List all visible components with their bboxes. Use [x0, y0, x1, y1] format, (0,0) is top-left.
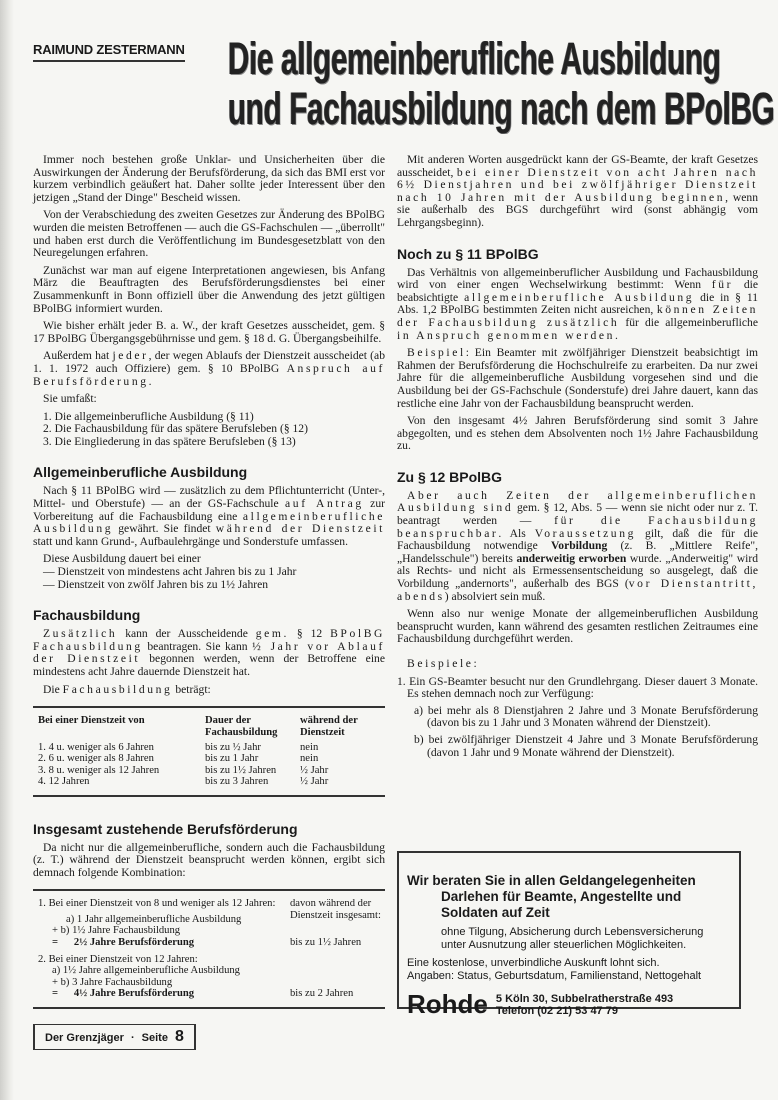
- spaced-emphasis: Aber auch Zeiten der allgemeinberuflichen Ausbildung sind: [397, 488, 758, 515]
- list-item: — Dienstzeit von mindestens acht Jahren bis zu 1 Jahr: [43, 565, 297, 579]
- ad-headline: Wir beraten Sie in allen Geldangelegenheiten: [407, 873, 696, 888]
- text-run: gewährt. Sie findet: [113, 522, 216, 536]
- text-run: Mit anderen Worten ausgedrückt kann der GS-Beamte, der kraft Gesetzes ausscheidet,: [397, 153, 758, 179]
- text-run: gilt, daß die für die Fachausbildung notwendige: [397, 526, 758, 553]
- column-header: Dauer der Fachausbildung: [205, 715, 278, 738]
- table-group: [33, 954, 385, 1000]
- spaced-emphasis: für: [711, 278, 734, 292]
- table-cell: bis zu ½ Jahr: [205, 742, 261, 753]
- list-item: 2. Die Fachausbildung für das spätere Berufsleben (§ 12): [43, 422, 308, 436]
- spaced-emphasis: können Zeiten der Fachausbildung zusätzlich: [397, 303, 758, 329]
- side-value: bis zu 2 Jahren: [290, 988, 354, 1000]
- paragraph: [397, 347, 758, 410]
- table-row: [33, 753, 385, 764]
- fachausbildung-table: [33, 706, 385, 796]
- ad-subheadline: Darlehen für Beamte, Angestellte und: [441, 889, 682, 904]
- paragraph: [397, 267, 758, 343]
- paragraph: [397, 490, 758, 603]
- examples-label: Beispiele:: [407, 657, 480, 670]
- text-run: § 12: [289, 627, 331, 641]
- spaced-emphasis: bei einer Dienstzeit von acht Jahren nach 6½ Dienstjahren und bei zwölfjähriger Dienstzeit nach 10 Jahren mit der Ausbildung beginnen: [397, 165, 759, 204]
- ad-brand: [407, 989, 731, 1020]
- title-line-2: und Fachausbildung nach dem BPolBG: [228, 83, 775, 134]
- text-run: Immer noch bestehen große Unklar- und Unsicherheiten über die Auswirkungen der Änderung der Berufsförderung, da sich das BMI erst vor kurzem verbindlich geäußert hat. Daher sollte jeder Interessent über den jetzigen „Stand der Dinge" Bescheid wissen.: [33, 153, 385, 204]
- group-title: 2. Bei einer Dienstzeit von 12 Jahren:: [38, 954, 198, 966]
- paragraph: [397, 154, 758, 230]
- text-run: statt und kann Grund-, Aufbaulehrgänge und Sonderstufe umfassen.: [33, 534, 349, 548]
- table-cell: ½ Jahr: [300, 764, 329, 776]
- page-label: Seite: [141, 1032, 168, 1044]
- spaced-emphasis: Zusätzlich: [43, 627, 118, 641]
- spaced-emphasis: jeder: [112, 349, 149, 363]
- table-row: [33, 776, 385, 787]
- spaced-emphasis: Anspruch auf Berufsförderung: [33, 361, 386, 388]
- ad-phone: Telefon (02 21) 53 47 79: [495, 1004, 618, 1017]
- table-cell: nein: [300, 753, 319, 765]
- paragraph: [33, 350, 385, 388]
- paragraph: Diese Ausbildung dauert bei einer: [43, 552, 201, 566]
- text-run: Die: [43, 682, 63, 696]
- list-item: — Dienstzeit von zwölf Jahren bis zu 1½ Jahren: [43, 577, 269, 591]
- side-header: davon während der Dienstzeit insgesamt:: [290, 898, 381, 921]
- text-run: .: [615, 328, 618, 342]
- author-name: RAIMUND ZESTERMANN: [33, 42, 185, 62]
- group-title: 1. Bei einer Dienstzeit von 8 und weniger als 12 Jahren:: [38, 898, 276, 910]
- paragraph: [33, 842, 385, 880]
- paragraph: [33, 628, 385, 678]
- bold-emphasis: Vorbildung: [550, 539, 608, 553]
- text-run: (z. B. „Mittlere Reife", „Handelsschule") bereits: [397, 539, 758, 565]
- title-line-1: Die allgemeinberufliche Ausbildung: [228, 33, 721, 84]
- text-run: beantragen. Sie kann: [142, 639, 253, 653]
- text-run: beträgt:: [172, 682, 211, 696]
- table-cell: ½ Jahr: [300, 776, 329, 788]
- table-cell: bis zu 3 Jahren: [205, 776, 269, 788]
- paragraph: [33, 485, 385, 548]
- ad-text: ohne Tilgung, Absicherung durch Lebensversicherung: [441, 926, 704, 938]
- item-a: a) 1½ Jahre allgemeinberufliche Ausbildung: [52, 965, 240, 977]
- text-run: Von der Verabschiedung des zweiten Gesetzes zur Änderung des BPolBG wurden die meisten Betroffenen — auch die GS-Fachschulen — „überrollt" und haben erst durch die Veröffentlichung im Bundesgesetzblatt von den Neuregelungen erfahren.: [33, 208, 385, 260]
- spaced-emphasis: BPolBG Fachausbildung: [33, 627, 385, 653]
- table-cell: 1. 4 u. weniger als 6 Jahren: [38, 742, 154, 753]
- ad-text: Angaben: Status, Geburtsdatum, Familienstand, Nettogehalt: [407, 970, 702, 982]
- bold-emphasis: anderweitig erworben: [516, 551, 627, 565]
- spaced-emphasis: in Anspruch genommen werden: [397, 328, 615, 342]
- example-1a: a) bei mehr als 8 Dienstjahren 2 Jahre und 3 Monate Berufsförderung (davon bis zu 1 Jahr und 3 Monaten während der Dienstzeit).: [414, 703, 758, 730]
- paragraph: [397, 608, 758, 646]
- ad-address: 5 Köln 30, Subbelratherstraße 493: [495, 992, 674, 1005]
- spaced-emphasis: auf Antrag: [285, 497, 364, 511]
- text-run: ) absolviert sein muß.: [444, 589, 546, 603]
- text-run: , der wegen Ablaufs der Dienstzeit ausscheidet (ab 1. 1. 1972 auch Offiziere) gem. § 10 BPolBG: [33, 349, 385, 375]
- table-row: [33, 742, 385, 753]
- section-heading: Insgesamt zustehende Berufsförderung: [33, 820, 298, 837]
- page-number: 8: [175, 1028, 184, 1045]
- ad-text: unter Ausnutzung aller steuerlichen Möglichkeiten.: [441, 939, 687, 951]
- text-run: begonnen werden, wenn der Betroffene eine mindestens acht Jahre dauernde Dienstzeit hat.: [33, 652, 385, 678]
- example-1: 1. Ein GS-Beamter besucht nur den Grundlehrgang. Dieser dauert 3 Monate. Es stehen demnach noch zur Verfügung:: [397, 674, 758, 701]
- magazine-name: Der Grenzjäger: [45, 1032, 124, 1044]
- section-heading: Zu § 12 BPolBG: [397, 468, 503, 485]
- text-run: Zunächst war man auf eigene Interpretationen angewiesen, bis Anfang März die Beauftragten des Berufsförderungsdienstes bei einer Zusammenkunft in Bonn offiziell über die Anwendung des jetzt gültigen BPolBG informiert wurden.: [33, 263, 385, 315]
- table-cell: bis zu 1½ Jahren: [205, 764, 277, 776]
- text-run: gem. § 12, Abs. 5 — wenn sie nicht oder nur z. T. beantragt werden —: [397, 501, 758, 528]
- spaced-emphasis: gem.: [255, 627, 290, 641]
- section-heading: Noch zu § 11 BPolBG: [397, 245, 539, 262]
- spaced-emphasis: Beispiel: [407, 346, 466, 360]
- side-value: bis zu 1½ Jahren: [290, 936, 362, 948]
- paragraph: [33, 320, 385, 345]
- item-b: + b) 3 Jahre Fachausbildung: [52, 976, 173, 988]
- table-cell: nein: [300, 742, 319, 753]
- text-run: kann der Ausscheidende: [117, 627, 256, 641]
- text-run: : Ein Beamter mit zwölfjähriger Dienstzeit beabsichtigt im Rahmen der Berufsförderung die Hochschulreife zu erarbeiten. Da nur zwei Jahre für die allgemeinberufliche Ausbildung vorgesehen sind und die Ausbildung bei der GS-Fachschule (Sonderstufe) drei Jahre dauert, kann das restliche eine Jahr von der Fachausbildung beansprucht werden.: [397, 346, 758, 410]
- kombination-table: [33, 889, 385, 1008]
- spaced-emphasis: vor Dienstantritt, abends: [397, 577, 758, 603]
- text-run: für die allgemeinberufliche: [619, 315, 758, 329]
- numbered-list: [33, 411, 385, 449]
- table-cell: 2. 6 u. weniger als 8 Jahren: [38, 753, 154, 765]
- spaced-emphasis: allgemeinberufliche Ausbildung: [33, 509, 385, 536]
- spaced-emphasis: für die Fachausbildung beanspruchbar: [397, 514, 758, 540]
- text-run: Nach § 11 BPolBG wird — zusätzlich zu dem Pflichtunterricht (Unter-, Mittel- und Oberstufe) — an der GS-Fachschule: [33, 484, 385, 511]
- text-run: die beabsichtigte: [397, 278, 758, 304]
- right-column: [397, 154, 758, 759]
- text-run: Außerdem hat: [43, 349, 113, 363]
- paragraph: [33, 684, 385, 697]
- spaced-emphasis: Voraussetzung: [534, 526, 637, 540]
- paragraph: Sie umfaßt:: [43, 392, 97, 406]
- ad-subheadline: Soldaten auf Zeit: [441, 905, 550, 920]
- left-column: [33, 154, 385, 1023]
- column-header: Bei einer Dienstzeit von: [38, 715, 145, 727]
- list-item: 1. Die allgemeinberufliche Ausbildung (§ 11): [43, 409, 254, 423]
- table-cell: bis zu 1 Jahr: [205, 753, 259, 765]
- text-run: zur Vorbereitung auf die Fachausbildung eine: [33, 497, 385, 523]
- text-run: Wie bisher erhält jeder B. a. W., der kraft Gesetzes ausscheidet, gem. § 17 BPolBG Übergangsgebührnisse und gem. § 18 d. G. Übergangsbeihilfe.: [33, 319, 385, 345]
- page-footer: [33, 1024, 196, 1050]
- dash-list: [33, 566, 385, 591]
- table-cell: 4. 12 Jahren: [38, 776, 90, 788]
- text-run: , wenn sie außerhalb des BGS durchgeführt wird (sonst abhängig vom Lehrgangsbeginn).: [397, 190, 758, 229]
- separator: ·: [130, 1032, 135, 1044]
- section-heading: Allgemeinberufliche Ausbildung: [33, 464, 248, 481]
- text-run: wurde. „Anderweitig" wird als Rechts- und nicht als Ermessensentscheidung so ausgelegt, daß die Vorbildung „andernorts", außerhalb des BGS (: [397, 551, 758, 591]
- text-run: Wenn also nur wenige Monate der allgemeinberuflichen Ausbildung beansprucht wurden, kann während des gesamten restlichen Zeitraumes eine Fachausbildung durchgeführt werden.: [397, 607, 758, 646]
- section-heading: Fachausbildung: [33, 607, 141, 624]
- text-run: .: [148, 374, 152, 388]
- text-run: Das Verhältnis von allgemeinberuflicher Ausbildung und Fachausbildung wird von einer engen Wechselwirkung bestimmt: Wenn: [397, 265, 758, 292]
- text-run: die in § 11 Abs. 1,2 BPolBG bestimmten Zeiten nicht ausreichen,: [397, 290, 758, 317]
- brand-logo: Rohde: [407, 989, 488, 1019]
- scan-edge-shadow: [0, 0, 14, 1100]
- paragraph: [33, 209, 385, 259]
- article-title: [228, 34, 775, 134]
- column-header: während der Dienstzeit: [300, 715, 358, 738]
- item-b: + b) 1½ Jahre Fachausbildung: [52, 925, 181, 937]
- table-cell: 3. 8 u. weniger als 12 Jahren: [38, 764, 160, 776]
- example-1b: b) bei zwölfjähriger Dienstzeit 4 Jahre und 3 Monate Berufsförderung (davon 1 Jahr und 9 Monate während der Dienstzeit).: [414, 732, 758, 759]
- text-run: . Als: [498, 526, 535, 540]
- paragraph: [33, 265, 385, 315]
- paragraph: [397, 415, 758, 453]
- list-item: 3. Die Eingliederung in das spätere Berufsleben (§ 13): [43, 434, 296, 448]
- item-a: a) 1 Jahr allgemeinberufliche Ausbildung: [66, 913, 242, 925]
- spaced-emphasis: ½ Jahr vor Ablauf der Dienstzeit: [33, 639, 385, 666]
- item-sum: = 2½ Jahre Berufsförderung: [52, 936, 195, 948]
- spaced-emphasis: Fachausbildung: [62, 682, 173, 696]
- spaced-emphasis: allgemeinberufliche Ausbildung: [464, 290, 695, 304]
- table-row: [33, 765, 385, 776]
- paragraph: [33, 154, 385, 204]
- text-run: Da nicht nur die allgemeinberufliche, sondern auch die Fachausbildung (z. T.) während der Dienstzeit beansprucht werden können, ergibt sich demnach folgende Kombination:: [33, 840, 385, 879]
- advertisement-box: [397, 851, 741, 1019]
- table-header: [33, 715, 385, 738]
- spaced-emphasis: während der Dienstzeit: [215, 522, 385, 536]
- ad-text: Eine kostenlose, unverbindliche Auskunft lohnt sich.: [407, 957, 660, 969]
- table-group: [33, 898, 385, 948]
- text-run: Von den insgesamt 4½ Jahren Berufsförderung sind somit 3 Jahre abgegolten, und es stehen dem Absolventen noch 1½ Jahre Fachausbildung zu.: [397, 414, 758, 453]
- item-sum: = 4½ Jahre Berufsförderung: [52, 988, 195, 1000]
